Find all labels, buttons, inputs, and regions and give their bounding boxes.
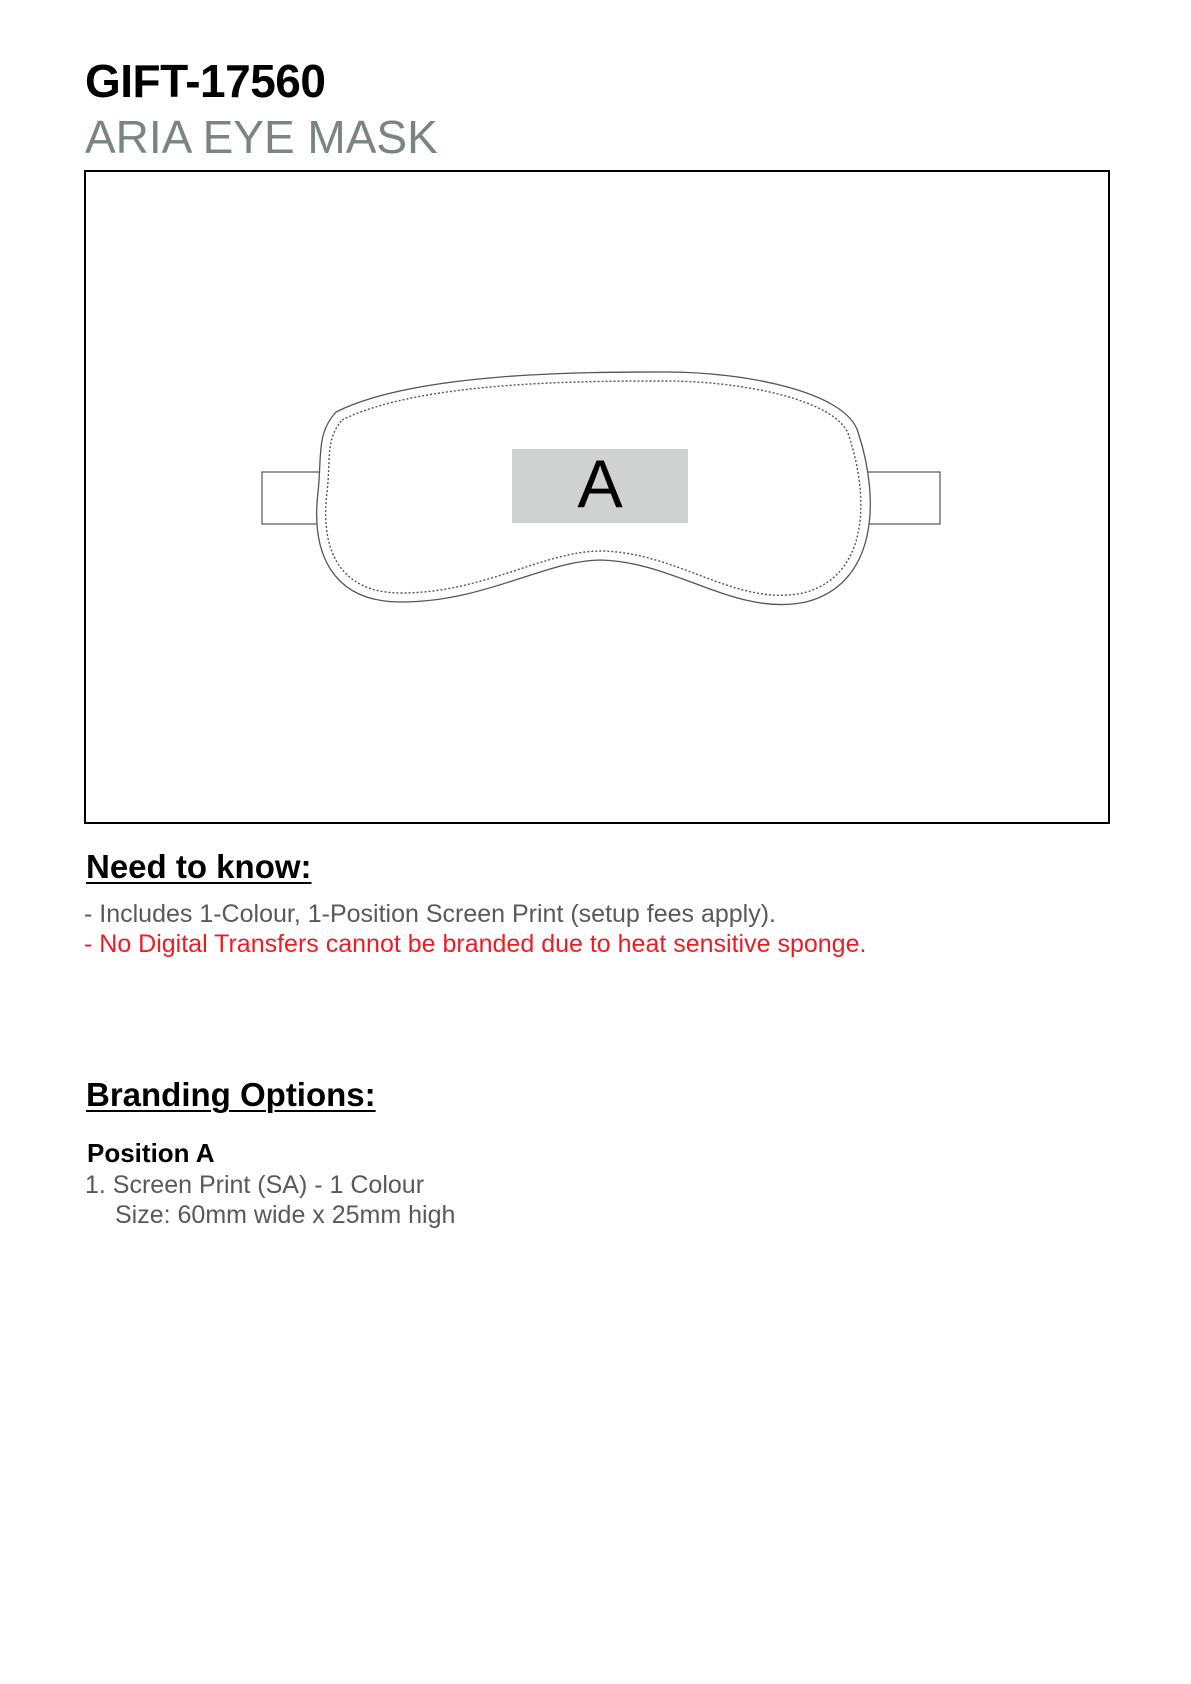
eye-mask-illustration xyxy=(86,172,1112,826)
position-label: Position A xyxy=(87,1138,215,1168)
branding-option-method: 1. Screen Print (SA) - 1 Colour xyxy=(85,1171,425,1199)
product-image-frame xyxy=(84,170,1110,824)
branding-options-heading: Branding Options: xyxy=(86,1076,376,1113)
position-a-marker: A xyxy=(577,446,623,522)
branding-option-size: Size: 60mm wide x 25mm high xyxy=(115,1201,456,1229)
product-name: ARIA EYE MASK xyxy=(85,111,438,163)
right-strap xyxy=(864,472,940,524)
product-code: GIFT-17560 xyxy=(85,55,326,107)
note-warning-sponge: - No Digital Transfers cannot be branded due to heat sensitive sponge. xyxy=(84,930,867,958)
note-includes-print: - Includes 1-Colour, 1-Position Screen Print (setup fees apply). xyxy=(84,900,777,928)
need-to-know-heading: Need to know: xyxy=(86,848,312,885)
